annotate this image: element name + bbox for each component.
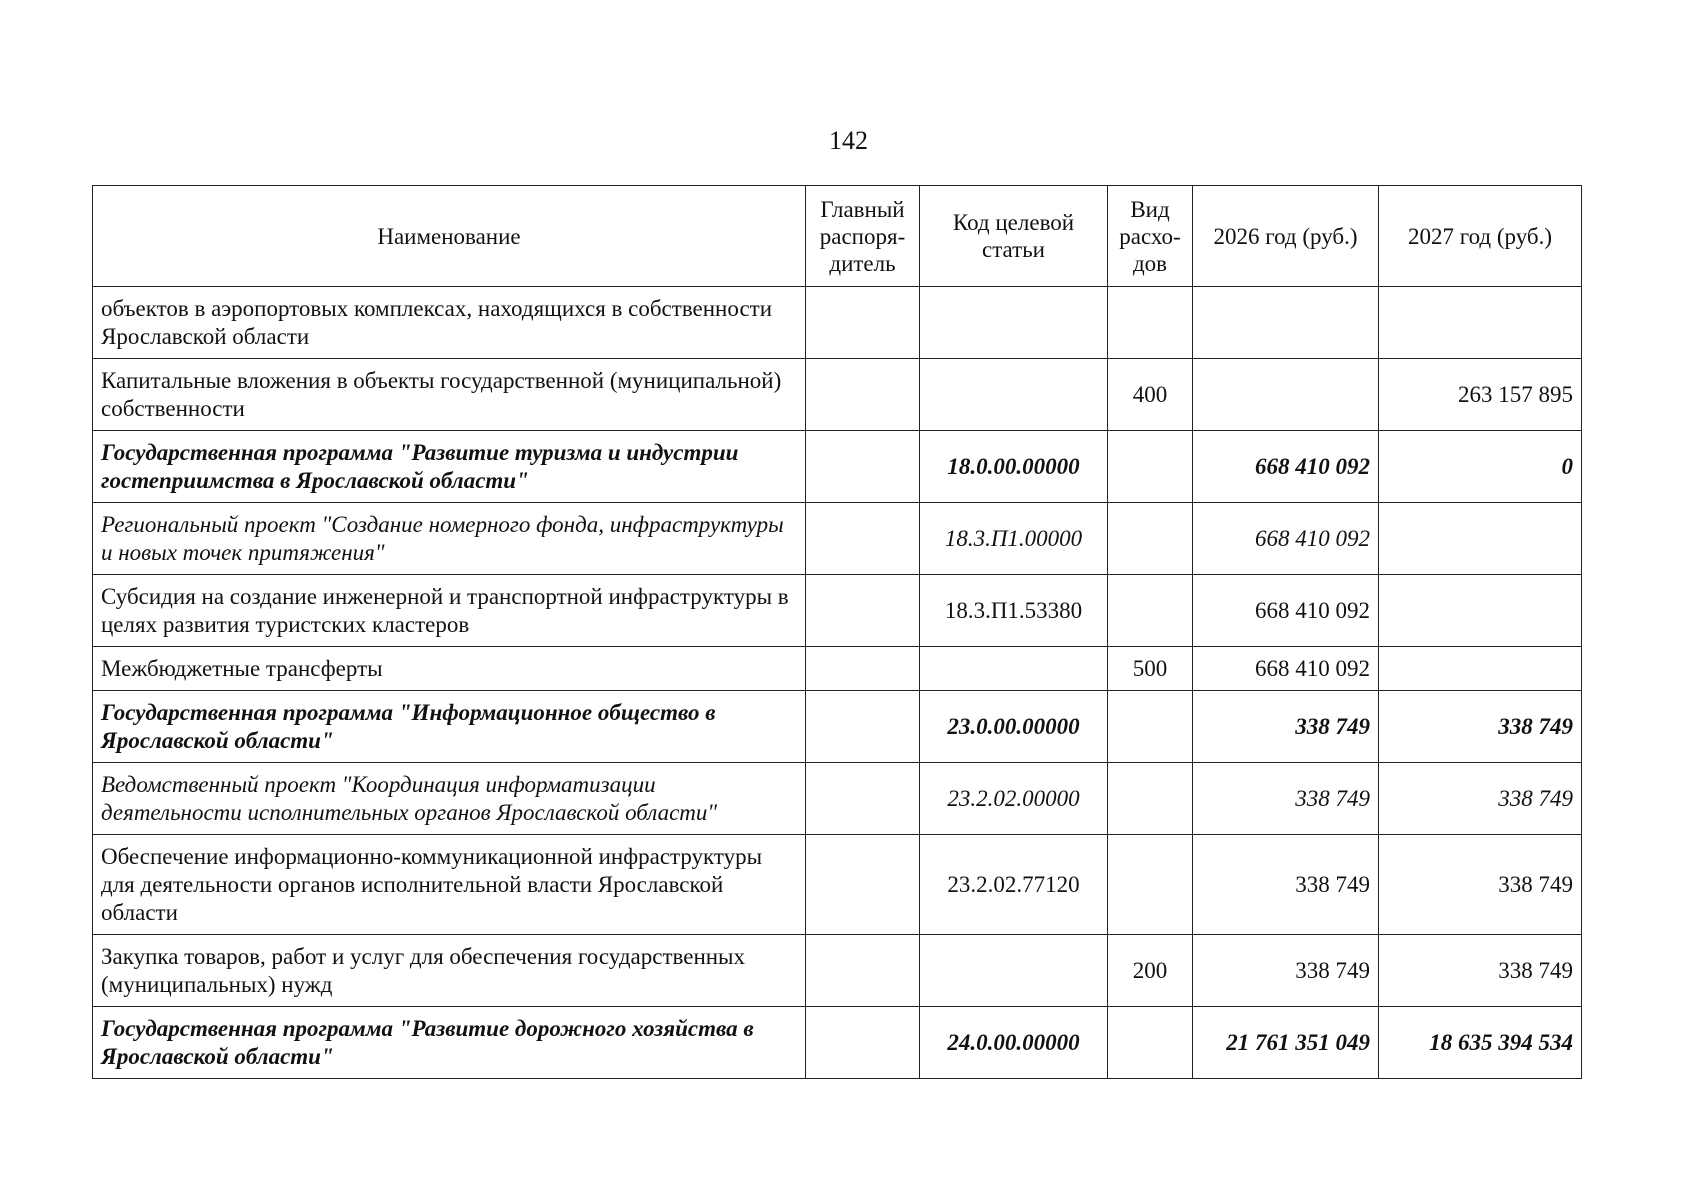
cell-manager (806, 691, 920, 763)
cell-name: Межбюджетные трансферты (93, 647, 806, 691)
cell-2027: 0 (1379, 431, 1582, 503)
header-type: Вид расхо-дов (1108, 186, 1193, 287)
table-row (93, 287, 1582, 359)
cell-manager (806, 935, 920, 1007)
cell-manager (806, 763, 920, 835)
cell-manager (806, 835, 920, 935)
header-2027: 2027 год (руб.) (1379, 186, 1582, 287)
cell-code: 18.3.П1.53380 (920, 575, 1108, 647)
cell-code: 23.2.02.77120 (920, 835, 1108, 935)
cell-type (1108, 431, 1193, 503)
cell-2027: 338 749 (1379, 835, 1582, 935)
cell-2026: 668 410 092 (1193, 431, 1379, 503)
table-row (93, 1007, 1582, 1079)
cell-2026: 21 761 351 049 (1193, 1007, 1379, 1079)
cell-2026: 338 749 (1193, 691, 1379, 763)
cell-name: Государственная программа "Развитие дорожного хозяйства в Ярославской области" (93, 1007, 806, 1079)
table-row (93, 431, 1582, 503)
cell-name: Государственная программа "Информационное общество в Ярославской области" (93, 691, 806, 763)
cell-2027: 338 749 (1379, 691, 1582, 763)
cell-2026 (1193, 287, 1379, 359)
cell-code (920, 647, 1108, 691)
cell-2027 (1379, 287, 1582, 359)
cell-2027: 263 157 895 (1379, 359, 1582, 431)
cell-type (1108, 1007, 1193, 1079)
table-row (93, 359, 1582, 431)
cell-2026: 668 410 092 (1193, 575, 1379, 647)
header-code: Код целевой статьи (920, 186, 1108, 287)
cell-2027 (1379, 503, 1582, 575)
cell-code (920, 935, 1108, 1007)
cell-code: 18.0.00.00000 (920, 431, 1108, 503)
cell-name: Капитальные вложения в объекты государственной (муниципальной) собственности (93, 359, 806, 431)
cell-type (1108, 503, 1193, 575)
cell-type (1108, 575, 1193, 647)
cell-code: 23.0.00.00000 (920, 691, 1108, 763)
cell-2027: 18 635 394 534 (1379, 1007, 1582, 1079)
cell-2026: 668 410 092 (1193, 647, 1379, 691)
cell-name: Региональный проект "Создание номерного фонда, инфраструктуры и новых точек притяжения" (93, 503, 806, 575)
cell-type: 500 (1108, 647, 1193, 691)
cell-2027 (1379, 575, 1582, 647)
cell-2026: 338 749 (1193, 835, 1379, 935)
cell-name: Обеспечение информационно-коммуникационной инфраструктуры для деятельности органов исполнительной власти Ярославской области (93, 835, 806, 935)
cell-code: 24.0.00.00000 (920, 1007, 1108, 1079)
cell-2027: 338 749 (1379, 763, 1582, 835)
table-row (93, 763, 1582, 835)
cell-type (1108, 763, 1193, 835)
table-row (93, 691, 1582, 763)
cell-code: 18.3.П1.00000 (920, 503, 1108, 575)
cell-2027 (1379, 647, 1582, 691)
cell-manager (806, 287, 920, 359)
cell-manager (806, 575, 920, 647)
cell-type (1108, 835, 1193, 935)
table-row (93, 935, 1582, 1007)
cell-manager (806, 359, 920, 431)
cell-type (1108, 287, 1193, 359)
cell-type (1108, 691, 1193, 763)
budget-table (92, 185, 1582, 1079)
cell-2026 (1193, 359, 1379, 431)
table-row (93, 647, 1582, 691)
page-number: 142 (829, 126, 868, 155)
cell-name: Субсидия на создание инженерной и транспортной инфраструктуры в целях развития туристских кластеров (93, 575, 806, 647)
header-manager: Главный распоря-дитель (806, 186, 920, 287)
cell-code (920, 359, 1108, 431)
cell-2026: 338 749 (1193, 935, 1379, 1007)
table-header-row (93, 186, 1582, 287)
cell-2027: 338 749 (1379, 935, 1582, 1007)
header-name: Наименование (93, 186, 806, 287)
cell-name: Ведомственный проект "Координация информатизации деятельности исполнительных органов Ярославской области" (93, 763, 806, 835)
cell-name: объектов в аэропортовых комплексах, находящихся в собственности Ярославской области (93, 287, 806, 359)
cell-type: 200 (1108, 935, 1193, 1007)
cell-manager (806, 431, 920, 503)
cell-code: 23.2.02.00000 (920, 763, 1108, 835)
cell-2026: 668 410 092 (1193, 503, 1379, 575)
cell-name: Закупка товаров, работ и услуг для обеспечения государственных (муниципальных) нужд (93, 935, 806, 1007)
table-row (93, 575, 1582, 647)
cell-type: 400 (1108, 359, 1193, 431)
cell-manager (806, 647, 920, 691)
table-row (93, 835, 1582, 935)
cell-manager (806, 1007, 920, 1079)
cell-manager (806, 503, 920, 575)
header-2026: 2026 год (руб.) (1193, 186, 1379, 287)
table-row (93, 503, 1582, 575)
cell-2026: 338 749 (1193, 763, 1379, 835)
cell-code (920, 287, 1108, 359)
cell-name: Государственная программа "Развитие туризма и индустрии гостеприимства в Ярославской области" (93, 431, 806, 503)
